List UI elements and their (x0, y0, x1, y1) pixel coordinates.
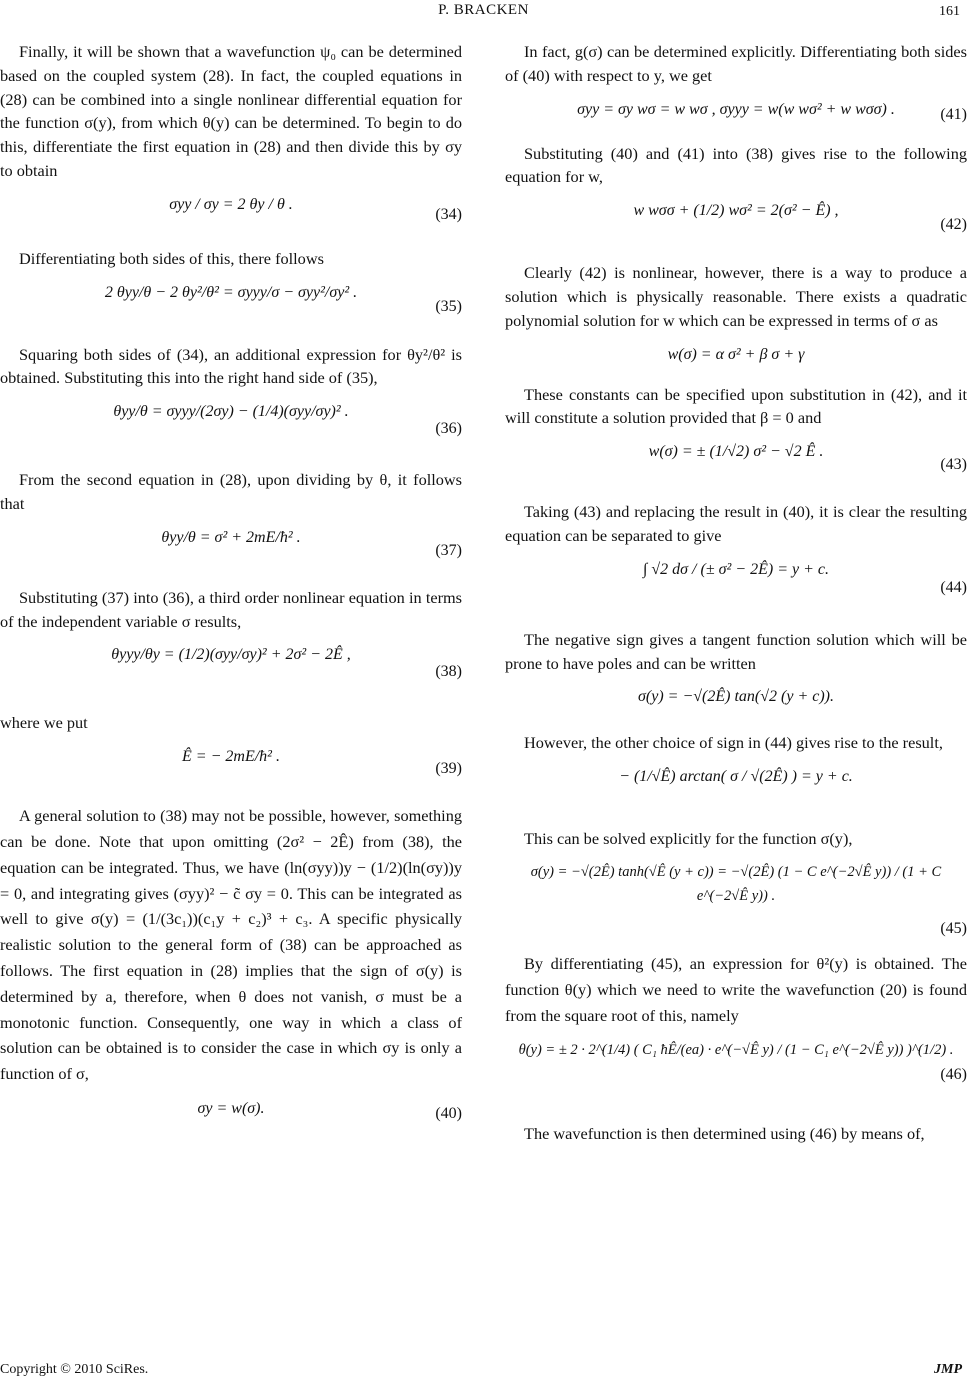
paragraph: In fact, g(σ) can be determined explicitly. Differentiating both sides of (40) with respect to y, we get (505, 42, 967, 85)
paragraph: A general solution to (38) may not be possible, however, something can be done. Note that upon omitting (2σ² − 2Ê) from (38), the equation can be integrated. Thus, we have (ln(σyy))y − (1/2)(ln(σy))y = 0, and integrating gives (σyy)² − c̃ σy = 0. This can be integrated as well to give σ(y) = (1/(3c₁))(c₁y + c₂)³ + c₃. A specific physically realistic solution to the general form of (38) can be approached as follows. The first equation in (28) implies that the sign of σ(y) is determined by a, therefore, when θ does not vanish, σ must be a monotonic function. Consequently, one way in which a class of solution can be obtained is to consider the case in which σy is only a function of σ, (0, 806, 462, 1084)
equation-number: (45) (940, 920, 967, 938)
equation-body: σ(y) = −√(2Ê) tan(√2 (y + c)). (638, 688, 834, 706)
equation-number: (42) (940, 216, 967, 234)
equation-41 (505, 98, 967, 132)
paragraph: Taking (43) and replacing the result in (40), it is clear the resulting equation can be separated to give (505, 502, 967, 545)
copyright: Copyright © 2010 SciRes. (0, 1362, 149, 1377)
equation-arctan (505, 765, 967, 817)
equation-42 (505, 199, 967, 251)
equation-number: (44) (940, 578, 967, 596)
equation-body: σyy = σy wσ = w wσ , σyyy = w(w wσ² + w wσσ) . (577, 100, 895, 118)
equation-number: (36) (435, 420, 462, 438)
equation-44 (505, 558, 967, 618)
equation-body: σyy / σy = 2 θy / θ . (169, 195, 293, 213)
equation-number: (43) (940, 456, 967, 474)
equation-body: θ(y) = ± 2 · 2^(1/4) ( C₁ ħÊ/(ea) · e^(−√Ê y) / (1 − C₁ e^(−2√Ê y)) )^(1/2) . (518, 1042, 954, 1059)
equation-40 (0, 1097, 462, 1131)
equation-number: (38) (435, 663, 462, 681)
equation-body: w(σ) = α σ² + β σ + γ (667, 345, 805, 363)
paragraph: where we put (0, 713, 88, 733)
equation-number: (46) (940, 1066, 967, 1084)
equation-body: σ(y) = −√(2Ê) tanh(√Ê (y + c)) = −√(2Ê) (1 − C e^(−2√Ê y)) / (1 + C e^(−2√Ê y)) . (530, 863, 942, 904)
paragraph: Clearly (42) is nonlinear, however, there is a way to produce a solution which is physically reasonable. There exists a quadratic polynomial solution for w which can be expressed in terms of σ as (505, 263, 967, 330)
equation-body: Ê = − 2mE/ħ² . (182, 748, 280, 766)
equation-body: θyyy/θy = (1/2)(σyy/σy)² + 2σ² − 2Ê , (111, 646, 351, 664)
paragraph: By differentiating (45), an expression for θ²(y) is obtained. The function θ(y) which we need to write the wavefunction (20) is found from the square root of this, namely (505, 953, 967, 1025)
paragraph: The negative sign gives a tangent function solution which will be prone to have poles and can be written (505, 629, 967, 673)
left-column (0, 40, 462, 1141)
equation-body: θyy/θ = σ² + 2mE/ħ² . (161, 528, 301, 546)
paragraph: Differentiating both sides of this, there follows (19, 248, 324, 268)
equation-36 (0, 400, 462, 458)
paragraph: Substituting (40) and (41) into (38) gives rise to the following equation for w, (505, 143, 967, 187)
equation-w-quadratic (505, 343, 967, 373)
equation-number: (35) (435, 297, 462, 315)
equation-35 (0, 281, 462, 333)
equation-number: (40) (435, 1105, 462, 1123)
equation-body: ∫ √2 dσ / (± σ² − 2Ê) = y + c. (643, 560, 829, 578)
equation-body: σy = w(σ). (197, 1099, 265, 1117)
equation-number: (34) (435, 205, 462, 223)
equation-37 (0, 526, 462, 576)
running-title: P. BRACKEN (438, 2, 529, 18)
equation-38 (0, 643, 462, 701)
equation-number: (41) (940, 105, 967, 123)
paragraph: The wavefunction is then determined using (46) by means of, (524, 1124, 925, 1144)
equation-number: (37) (435, 541, 462, 559)
equation-39 (0, 745, 462, 793)
paragraph: From the second equation in (28), upon dividing by θ, it follows that (0, 470, 462, 513)
right-column (505, 40, 967, 1156)
equation-45 (505, 861, 967, 941)
equation-number: (39) (435, 760, 462, 778)
paragraph: Substituting (37) into (36), a third order nonlinear equation in terms of the independent variable σ results, (0, 587, 462, 631)
equation-tan (505, 685, 967, 721)
equation-body: θyy/θ = σyyy/(2σy) − (1/4)(σyy/σy)² . (113, 403, 349, 421)
journal-name: JMP (934, 1362, 962, 1377)
page-number: 161 (939, 4, 960, 19)
equation-body: w wσσ + (1/2) wσ² = 2(σ² − Ê) , (633, 202, 839, 220)
paragraph: Finally, it will be shown that a wavefunction ψ₀ can be determined based on the coupled system (28). In fact, the coupled equations in (28) can be combined into a single nonlinear differential equation for the function σ(y), from which θ(y) can be determined. To begin to do this, differentiate the first equation in (28) and then divide this by σy to obtain (0, 42, 462, 180)
equation-body: w(σ) = ± (1/√2) σ² − √2 Ê . (648, 443, 824, 461)
paragraph: These constants can be specified upon substitution in (42), and it will constitute a solution provided that β = 0 and (505, 384, 967, 428)
paragraph: Squaring both sides of (34), an additional expression for θy²/θ² is obtained. Substituting this into the right hand side of (35), (0, 344, 462, 388)
equation-body: 2 θyy/θ − 2 θy²/θ² = σyyy/σ − σyy²/σy² . (104, 283, 358, 301)
equation-34 (0, 193, 462, 237)
equation-43 (505, 440, 967, 490)
page-header (0, 2, 967, 24)
paragraph: However, the other choice of sign in (44) gives rise to the result, (524, 733, 943, 753)
equation-46 (505, 1038, 967, 1112)
paragraph: This can be solved explicitly for the function σ(y), (524, 829, 853, 849)
equation-body: − (1/√Ê) arctan( σ / √(2Ê) ) = y + c. (619, 768, 853, 786)
